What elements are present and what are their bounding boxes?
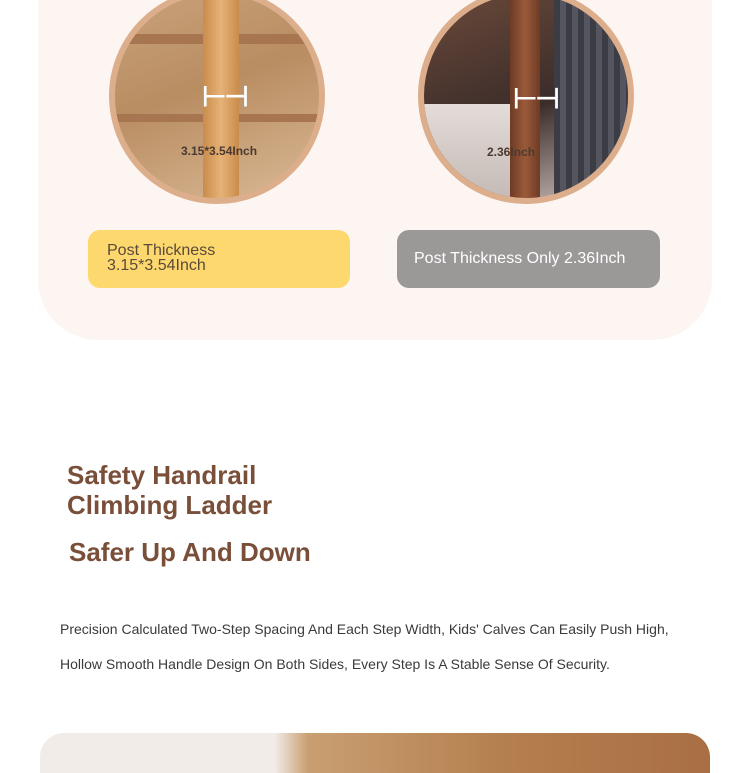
width-measure-icon: ⊢⊣ bbox=[513, 83, 558, 114]
thin-post-measurement: 2.36Inch bbox=[487, 145, 536, 159]
width-measure-icon: ⊢⊣ bbox=[202, 81, 247, 112]
section-subtitle: Safer Up And Down bbox=[69, 537, 311, 567]
section-description bbox=[60, 612, 700, 682]
curtain bbox=[554, 0, 634, 204]
thin-post-label: Post Thickness Only 2.36Inch bbox=[414, 250, 626, 267]
description-line: Hollow Smooth Handle Design On Both Sides, Every Step Is A Stable Sense Of Security. bbox=[60, 656, 610, 672]
section-title: Safety Handrail Climbing Ladder bbox=[67, 460, 273, 520]
thick-post-label: Post Thickness 3.15*3.54Inch bbox=[107, 242, 216, 274]
next-product-photo bbox=[40, 733, 710, 773]
thick-post-measurement: 3.15*3.54Inch bbox=[181, 144, 258, 158]
description-line: Precision Calculated Two-Step Spacing And Each Step Width, Kids' Calves Can Easily Push High, bbox=[60, 621, 669, 637]
